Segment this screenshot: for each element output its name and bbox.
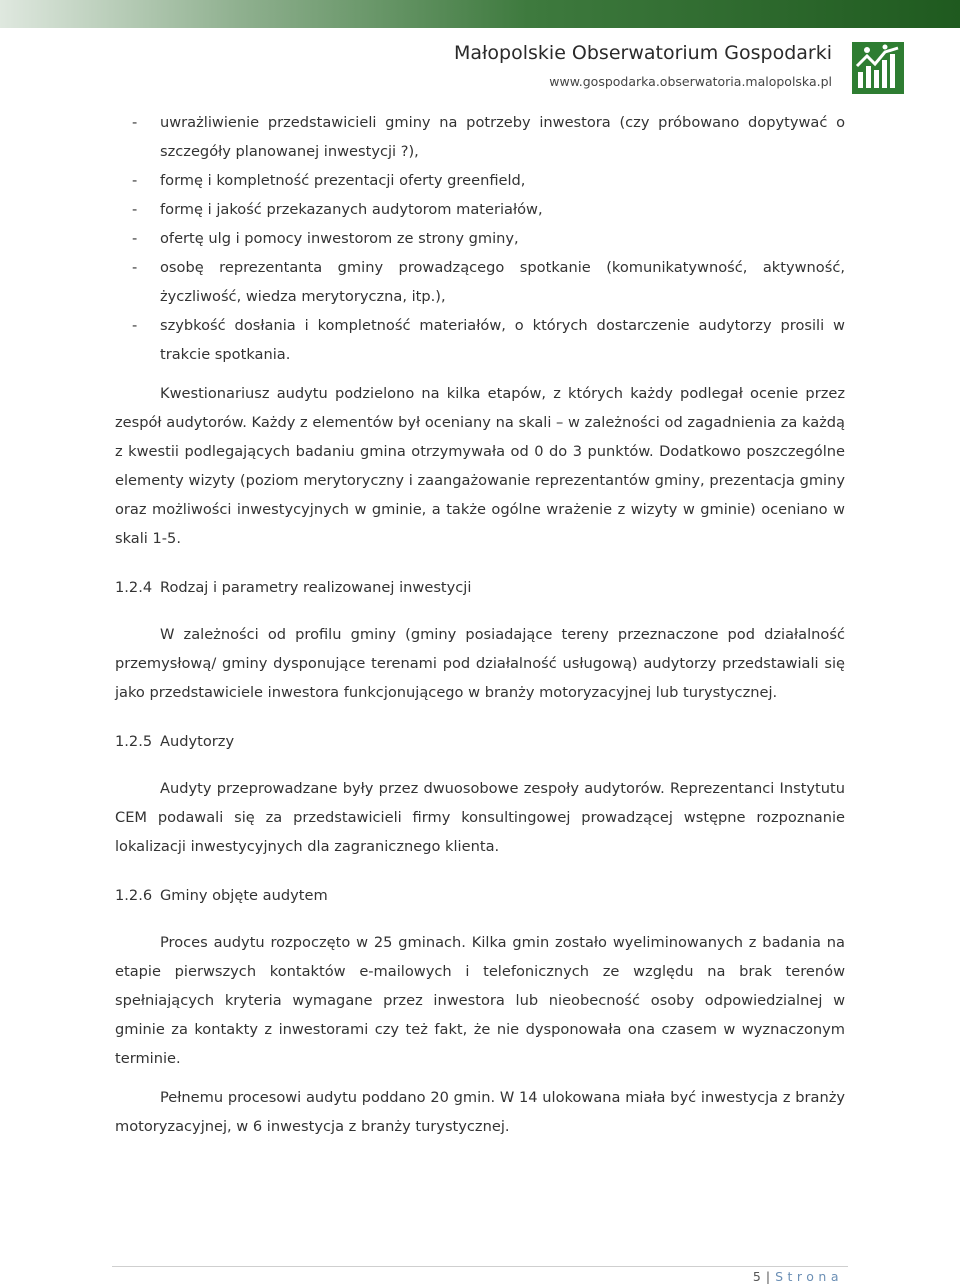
section-number: 1.2.4 <box>115 579 153 596</box>
paragraph-municipalities-summary: Pełnemu procesowi audytu poddano 20 gmin. W 14 ulokowana miała być inwestycja z branży motoryzacyjnej, w 6 inwestycja z branży turystycznej. <box>115 1089 845 1135</box>
chart-logo-icon <box>852 42 904 94</box>
paragraph-auditors: Audyty przeprowadzane były przez dwuosobowe zespoły audytorów. Reprezentanci Instytutu CEM podawali się za przedstawicieli firmy konsultingowej prowadzącej wstępne rozpoznanie lokalizacji inwestycyjnych dla zagranicznego klienta. <box>115 780 845 855</box>
section-title: Audytorzy <box>160 733 235 750</box>
section-number: 1.2.5 <box>115 733 153 750</box>
paragraph-questionnaire: Kwestionariusz audytu podzielono na kilka etapów, z których każdy podlegał ocenie przez zespół audytorów. Każdy z elementów był oceniany na skali – w zależności od zagadnienia za każdą z kwestii podlegających badaniu gmina otrzymywała od 0 do 3 punktów. Dodatkowo poszczególne elementy wizyty (poziom merytoryczny i zaangażowanie reprezentantów gminy, prezentacja gminy oraz możliwości inwestycyjnych w gminie, a także ogólne wrażenie z wizyty w gminie) oceniano w skali 1-5. <box>115 385 845 547</box>
section-heading <box>115 727 845 756</box>
list-item: - uwrażliwienie przedstawicieli gminy na potrzeby inwestora (czy próbowano dopytywać o szczegóły planowanej inwestycji ?), <box>132 114 845 160</box>
page-label: Strona <box>775 1269 843 1284</box>
list-item: - ofertę ulg i pomocy inwestorom ze strony gminy, <box>132 230 519 247</box>
section-title: Gminy objęte audytem <box>160 887 328 904</box>
section-title: Rodzaj i parametry realizowanej inwestycji <box>160 579 472 596</box>
header-color-bar <box>0 0 960 28</box>
footer-separator: | <box>765 1269 771 1284</box>
list-item: - szybkość dosłania i kompletność materiałów, o których dostarczenie audytorzy prosili w trakcie spotkania. <box>132 317 845 363</box>
page-number: 5 <box>752 1269 761 1284</box>
page-footer <box>753 1269 843 1284</box>
header-title: Małopolskie Obserwatorium Gospodarki <box>453 42 832 64</box>
list-item: - formę i kompletność prezentacji oferty greenfield, <box>132 172 526 189</box>
footer-divider <box>112 1266 848 1267</box>
section-heading <box>115 573 845 602</box>
paragraph-municipalities: Proces audytu rozpoczęto w 25 gminach. Kilka gmin zostało wyeliminowanych z badania na etapie pierwszych kontaktów e-mailowych i telefonicznych ze względu na brak terenów spełniających kryteria wymagane przez inwestora lub nieobecność osoby odpowiedzialnej w gminie za kontakty z inwestorami czy też fakt, że nie dysponowała ona czasem w wyznaczonym terminie. <box>115 934 845 1067</box>
paragraph-investment-type: W zależności od profilu gminy (gminy posiadające tereny przeznaczone pod działalność przemysłową/ gminy dysponujące terenami pod działalność usługową) audytorzy przedstawiali się jako przedstawiciele inwestora funkcjonującego w branży motoryzacyjnej lub turystycznej. <box>115 626 845 701</box>
list-item: - formę i jakość przekazanych audytorom materiałów, <box>132 201 543 218</box>
header-url[interactable]: www.gospodarka.obserwatoria.malopolska.pl <box>549 74 832 89</box>
list-item: - osobę reprezentanta gminy prowadzącego spotkanie (komunikatywność, aktywność, życzliwość, wiedza merytoryczna, itp.), <box>132 259 845 305</box>
document-body <box>115 108 845 1141</box>
section-heading <box>115 881 845 910</box>
section-number: 1.2.6 <box>115 887 153 904</box>
